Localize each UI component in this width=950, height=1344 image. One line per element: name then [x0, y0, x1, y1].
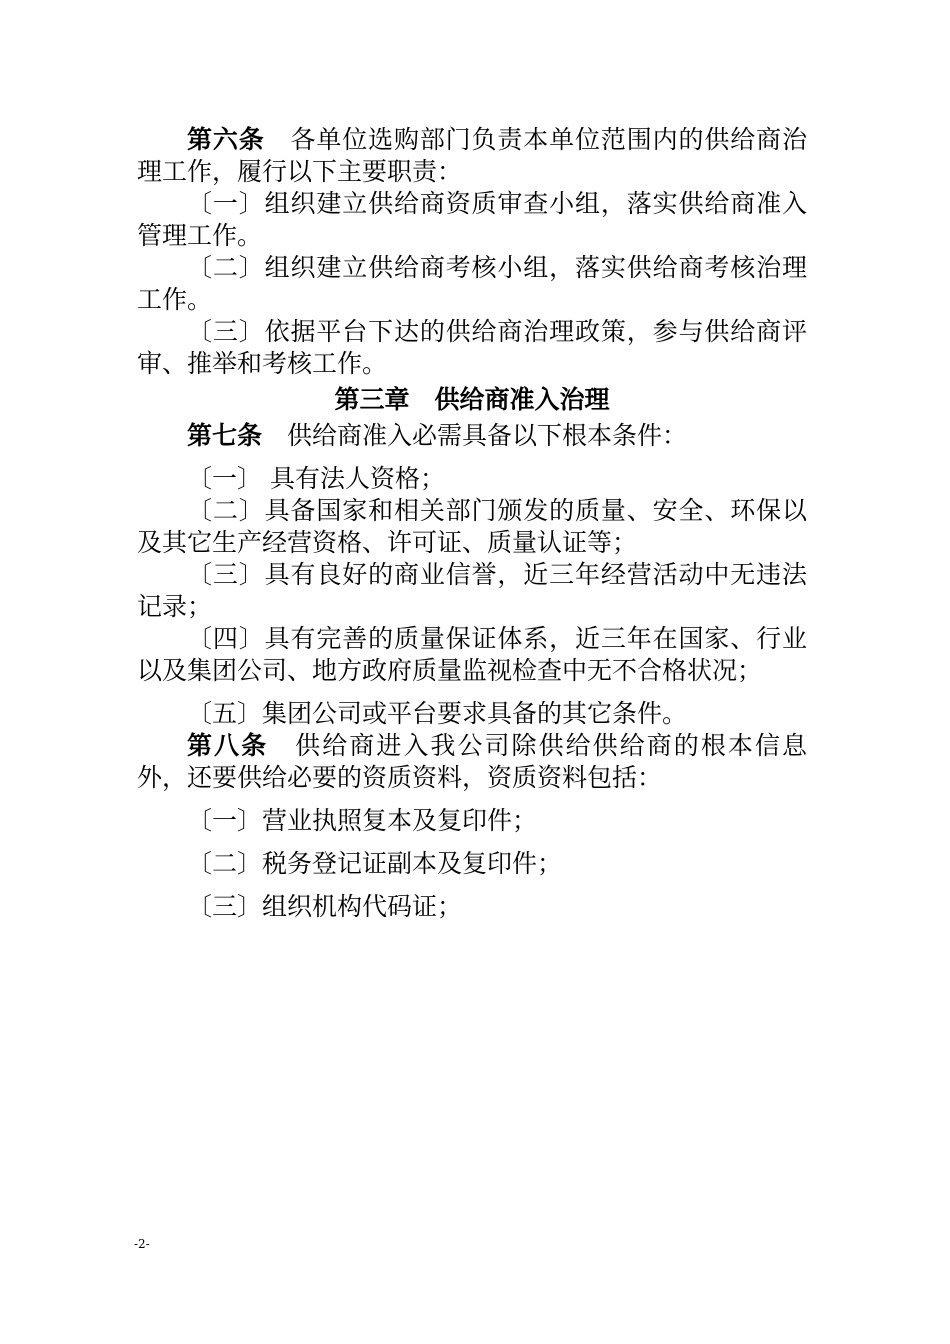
article-6-item-2: 〔二〕组织建立供给商考核小组，落实供给商考核治理工作。 — [137, 253, 807, 314]
chapter-heading — [137, 384, 807, 416]
chapter-title: 供给商准入治理 — [434, 385, 610, 414]
article-7-item-2: 〔二〕具备国家和相关部门颁发的质量、安全、环保以及其它生产经营资格、许可证、质量认证等； — [137, 496, 807, 557]
article-6-item-1: 〔一〕组织建立供给商资质审查小组，落实供给商准入管理工作。 — [137, 189, 807, 250]
article-8-heading: 第八条 — [187, 731, 269, 760]
article-7-item-5: 〔五〕集团公司或平台要求具备的其它条件。 — [187, 699, 688, 728]
article-8-paragraph — [137, 730, 807, 794]
article-8-item-1: 〔一〕营业执照复本及复印件； — [187, 806, 538, 835]
article-7-text: 供给商准入必需具备以下根本条件： — [287, 421, 688, 450]
article-7-item-3: 〔三〕具有良好的商业信誉，近三年经营活动中无违法记录； — [137, 560, 807, 621]
article-7-item-1: 〔一〕 具有法人资格； — [187, 464, 445, 493]
article-8-item-3: 〔三〕组织机构代码证； — [187, 892, 463, 921]
article-8-item-2: 〔二〕税务登记证副本及复印件； — [187, 849, 563, 878]
document-body — [137, 124, 807, 923]
article-6-paragraph — [137, 124, 807, 188]
article-7-paragraph — [137, 420, 807, 452]
page-number: -2- — [134, 1237, 150, 1251]
article-7-heading: 第七条 — [187, 421, 263, 450]
article-7-item-4: 〔四〕具有完善的质量保证体系，近三年在国家、行业以及集团公司、地方政府质量监视检查中无不合格状况； — [137, 624, 807, 685]
article-8-text: 供给商进入我公司除供给供给商的根本信息外，还要供给必要的资质资料，资质资料包括： — [137, 731, 807, 792]
article-6-text: 各单位选购部门负责本单位范围内的供给商治理工作，履行以下主要职责： — [137, 125, 807, 186]
article-6-item-3: 〔三〕依据平台下达的供给商治理政策，参与供给商评审、推举和考核工作。 — [137, 317, 807, 378]
chapter-number: 第三章 — [334, 385, 410, 414]
article-6-heading: 第六条 — [187, 125, 265, 154]
